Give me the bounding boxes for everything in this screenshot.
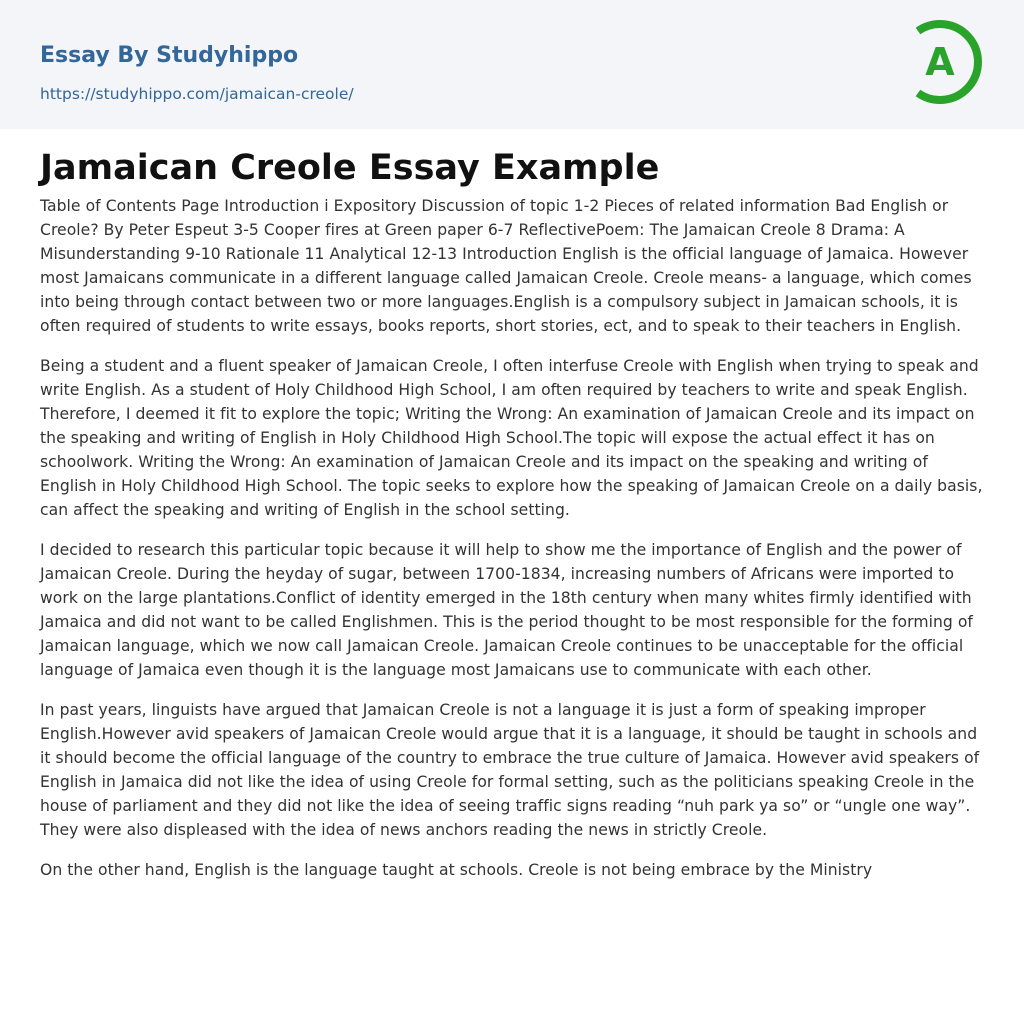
- paragraph-3: I decided to research this particular topic because it will help to show me the importance of English and the power of Jamaican Creole. During the heyday of sugar, between 1700-1834, increasing numbers of Africans were imported to work on the large plantations.Conflict of identity emerged in the 18th century when many whites firmly identified with Jamaica and did not want to be called Englishmen. This is the period thought to be most responsible for the forming of Jamaican language, which we now call Jamaican Creole. Jamaican Creole continues to be unacceptable for the official language of Jamaica even though it is the language most Jamaicans use to communicate with each other.: [40, 541, 973, 679]
- studyhippo-logo-icon[interactable]: [906, 17, 988, 107]
- page-title: Jamaican Creole Essay Example: [40, 148, 660, 188]
- logo-letter: A: [925, 40, 955, 84]
- page-url-link[interactable]: https://studyhippo.com/jamaican-creole/: [40, 85, 354, 103]
- paragraph-2: Being a student and a fluent speaker of Jamaican Creole, I often interfuse Creole with English when trying to speak and write English. As a student of Holy Childhood High School, I am often required by teachers to write and speak English. Therefore, I deemed it fit to explore the topic; Writing the Wrong: An examination of Jamaican Creole and its impact on the speaking and writing of English in Holy Childhood High School.The topic will expose the actual effect it has on schoolwork. Writing the Wrong: An examination of Jamaican Creole and its impact on the speaking and writing of English in Holy Childhood High School. The topic seeks to explore how the speaking of Jamaican Creole on a daily basis, can affect the speaking and writing of English in the school setting.: [40, 357, 983, 519]
- essay-body: [40, 194, 988, 898]
- site-title[interactable]: Essay By Studyhippo: [40, 43, 299, 68]
- paragraph-5: On the other hand, English is the language taught at schools. Creole is not being embrace by the Ministry: [40, 861, 873, 879]
- paragraph-4: In past years, linguists have argued that Jamaican Creole is not a language it is just a form of speaking improper English.However avid speakers of Jamaican Creole would argue that it is a language, it should be taught in schools and it should become the official language of the country to embrace the true culture of Jamaica. However avid speakers of English in Jamaica did not like the idea of using Creole for formal setting, such as the politicians speaking Creole in the house of parliament and they did not like the idea of seeing traffic signs reading “nuh park ya so” or “ungle one way”. They were also displeased with the idea of news anchors reading the news in strictly Creole.: [40, 701, 980, 839]
- paragraph-1: Table of Contents Page Introduction i Expository Discussion of topic 1-2 Pieces of related information Bad English or Creole? By Peter Espeut 3-5 Cooper fires at Green paper 6-7 ReflectivePoem: The Jamaican Creole 8 Drama: A Misunderstanding 9-10 Rationale 11 Analytical 12-13 Introduction English is the official language of Jamaica. However most Jamaicans communicate in a different language called Jamaican Creole. Creole means- a language, which comes into being through contact between two or more languages.English is a compulsory subject in Jamaican schools, it is often required of students to write essays, books reports, short stories, ect, and to speak to their teachers in English.: [40, 197, 972, 335]
